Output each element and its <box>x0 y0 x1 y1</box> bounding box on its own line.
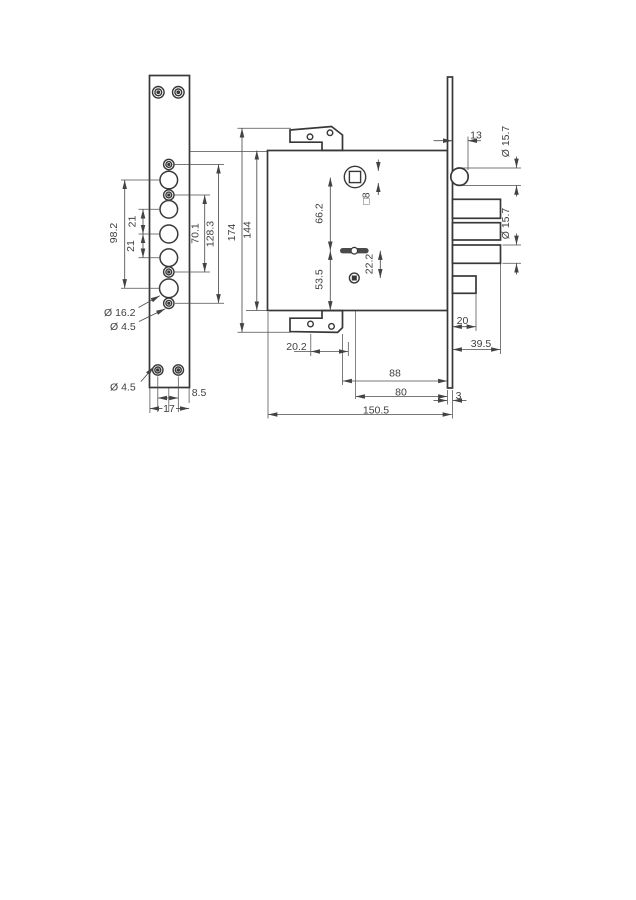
dim-98-2: 98.2 <box>108 222 120 244</box>
dim-17: 17 <box>163 403 175 415</box>
deadbolt-1 <box>453 199 501 218</box>
deadbolt-3 <box>453 245 501 263</box>
dim-144: 144 <box>241 221 254 239</box>
dim-20: 20 <box>456 315 469 327</box>
dim-21-b: 21 <box>125 240 137 252</box>
side-view-lock-body <box>190 77 521 419</box>
dim-8-5: 8.5 <box>191 387 207 399</box>
dim-22-2: 22.2 <box>363 253 376 275</box>
auxiliary-bolt <box>453 276 477 293</box>
dim-dia-bolt: Ø 15.7 <box>500 207 512 240</box>
dim-128-3: 128.3 <box>204 220 217 248</box>
top-mounting-tab <box>290 127 343 151</box>
dim-20-2: 20.2 <box>286 341 307 353</box>
dim-square-8: □8 <box>360 192 373 205</box>
dim-39-5: 39.5 <box>470 338 492 350</box>
key-pin <box>351 247 358 254</box>
dim-21-a: 21 <box>126 215 139 228</box>
label-dia-4-5-a: Ø 4.5 <box>110 321 136 333</box>
dim-174: 174 <box>226 223 238 242</box>
dim-150-5: 150.5 <box>362 404 390 417</box>
dim-88: 88 <box>389 367 401 380</box>
dim-dia-latch: Ø 15.7 <box>500 125 512 158</box>
dim-3: 3 <box>455 390 462 402</box>
cylinder-square <box>352 276 357 281</box>
latch-roller <box>451 168 468 185</box>
dim-70-1: 70.1 <box>189 223 202 244</box>
dim-66-2: 66.2 <box>313 203 326 224</box>
faceplate-front <box>150 76 190 388</box>
dim-80: 80 <box>395 386 407 399</box>
label-dia-16-2: Ø 16.2 <box>104 307 136 319</box>
dim-53-5: 53.5 <box>313 269 326 290</box>
lock-body <box>268 151 448 311</box>
label-dia-4-5-b: Ø 4.5 <box>110 381 136 394</box>
front-view-faceplate <box>104 76 224 416</box>
dim-13: 13 <box>470 129 482 142</box>
bottom-mounting-tab <box>290 311 343 333</box>
deadbolt-2 <box>453 223 501 240</box>
